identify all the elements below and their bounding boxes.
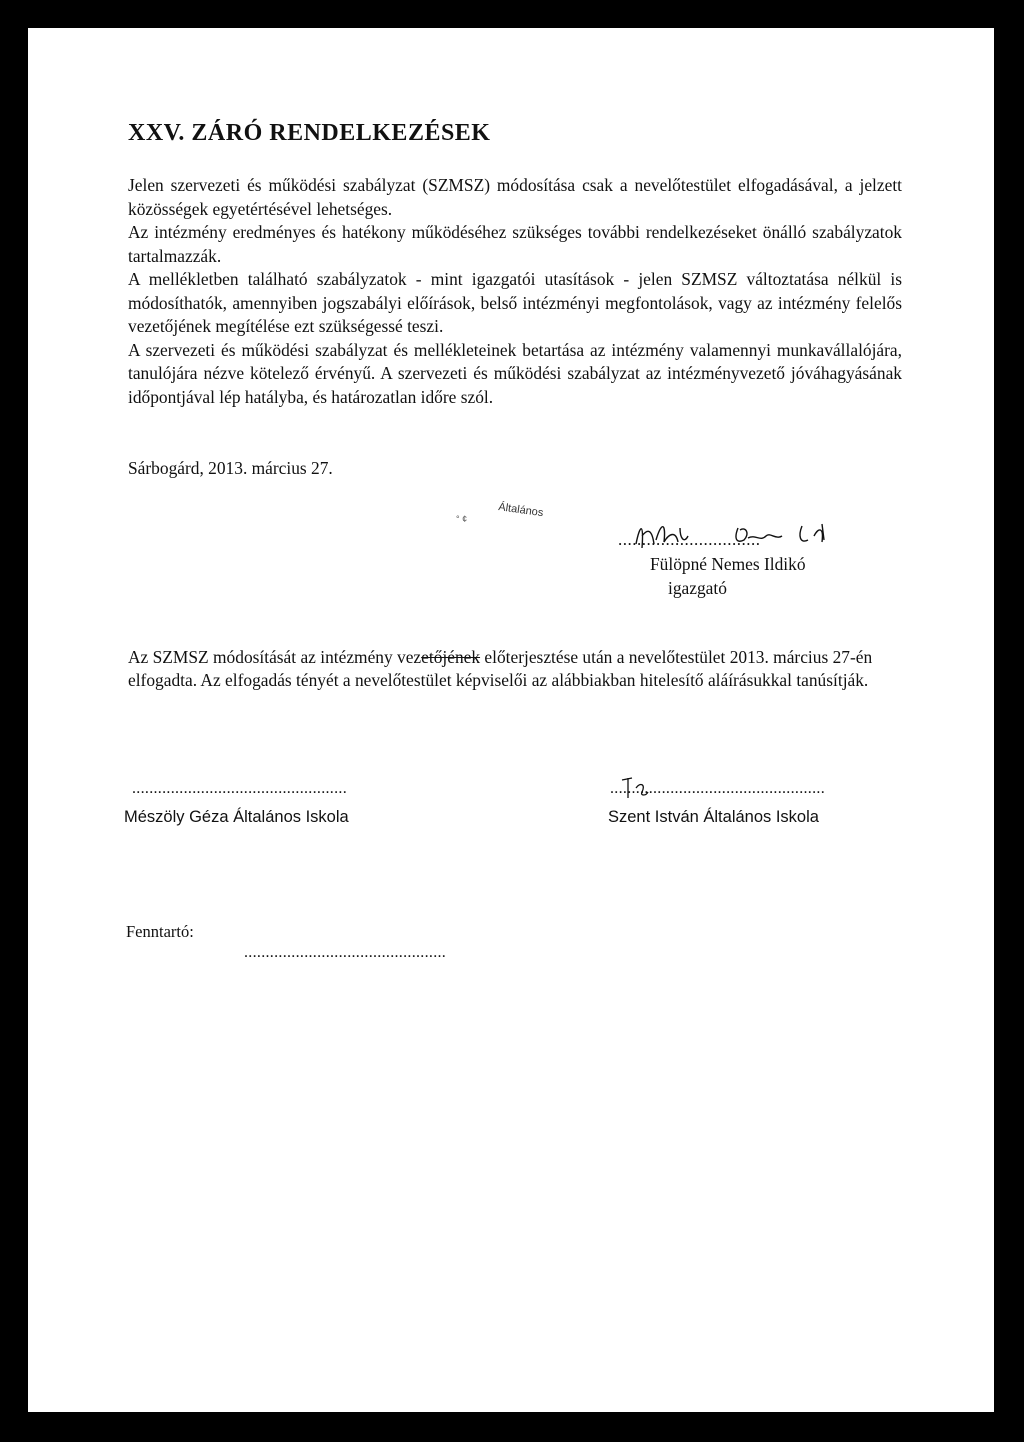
school-name-right: Szent István Általános Iskola — [608, 808, 819, 826]
section-heading: XXV. ZÁRÓ RENDELKEZÉSEK — [128, 120, 491, 146]
maintainer-label: Fenntartó: — [126, 922, 194, 941]
handwritten-signature — [618, 514, 868, 554]
stamp-text: Általános — [497, 501, 545, 520]
svg-text:° ¢: ° ¢ — [456, 514, 468, 524]
signature-line-right: .................................................. — [610, 780, 825, 797]
approval-text-end: előterjesztése után a nevelőtestület 2013. március 27-én elfogadta. Az elfogadás tényét a nevelőtestület képviselői az alábbiakban hitelesítő aláírásukkal tanúsítják. — [128, 647, 873, 690]
signer-name: Fülöpné Nemes Ildikó — [650, 554, 806, 574]
closing-provisions-text — [128, 174, 902, 409]
paragraph: A mellékletben található szabályzatok - mint igazgatói utasítások - jelen SZMSZ változtatása nélkül is módosíthatók, amennyiben jogszabályi előírások, belső intézményi megfontolások, vagy az intézmény felelős vezetőjének megítélése ezt szükségessé teszi. — [128, 269, 902, 336]
approval-text-start: Az SZMSZ módosítását az intézmény vez — [128, 647, 422, 667]
school-name-left: Mészöly Géza Általános Iskola — [124, 808, 349, 826]
place-date: Sárbogárd, 2013. március 27. — [128, 458, 333, 478]
signature-line: .............................. — [618, 530, 761, 549]
signer-title: igazgató — [668, 578, 727, 598]
paragraph: A szervezeti és működési szabályzat és mellékleteinek betartása az intézmény valamennyi munkavállalójára, tanulójára nézve kötelező érvényű. A szervezeti és működési szabályzat az intézményvezető jóváhagyásának időpontjával lép hatályba, és határozatlan időre szól. — [128, 339, 902, 407]
signature-line-left: .................................................. — [132, 780, 347, 797]
document-page — [28, 28, 994, 1412]
official-stamp — [438, 488, 568, 628]
maintainer-signature-line: ............................................... — [244, 944, 447, 961]
paragraph: Jelen szervezeti és működési szabályzat (SZMSZ) módosítása csak a nevelőtestület elfogadásával, a jelzett közösségek egyetértésével lehetséges. — [128, 175, 902, 219]
paragraph: Az intézmény eredményes és hatékony működéséhez szükséges további rendelkezéseket önálló szabályzatok tartalmazzák. — [128, 222, 902, 266]
approval-text-struck: etőjének — [421, 647, 481, 667]
approval-statement — [128, 646, 918, 691]
